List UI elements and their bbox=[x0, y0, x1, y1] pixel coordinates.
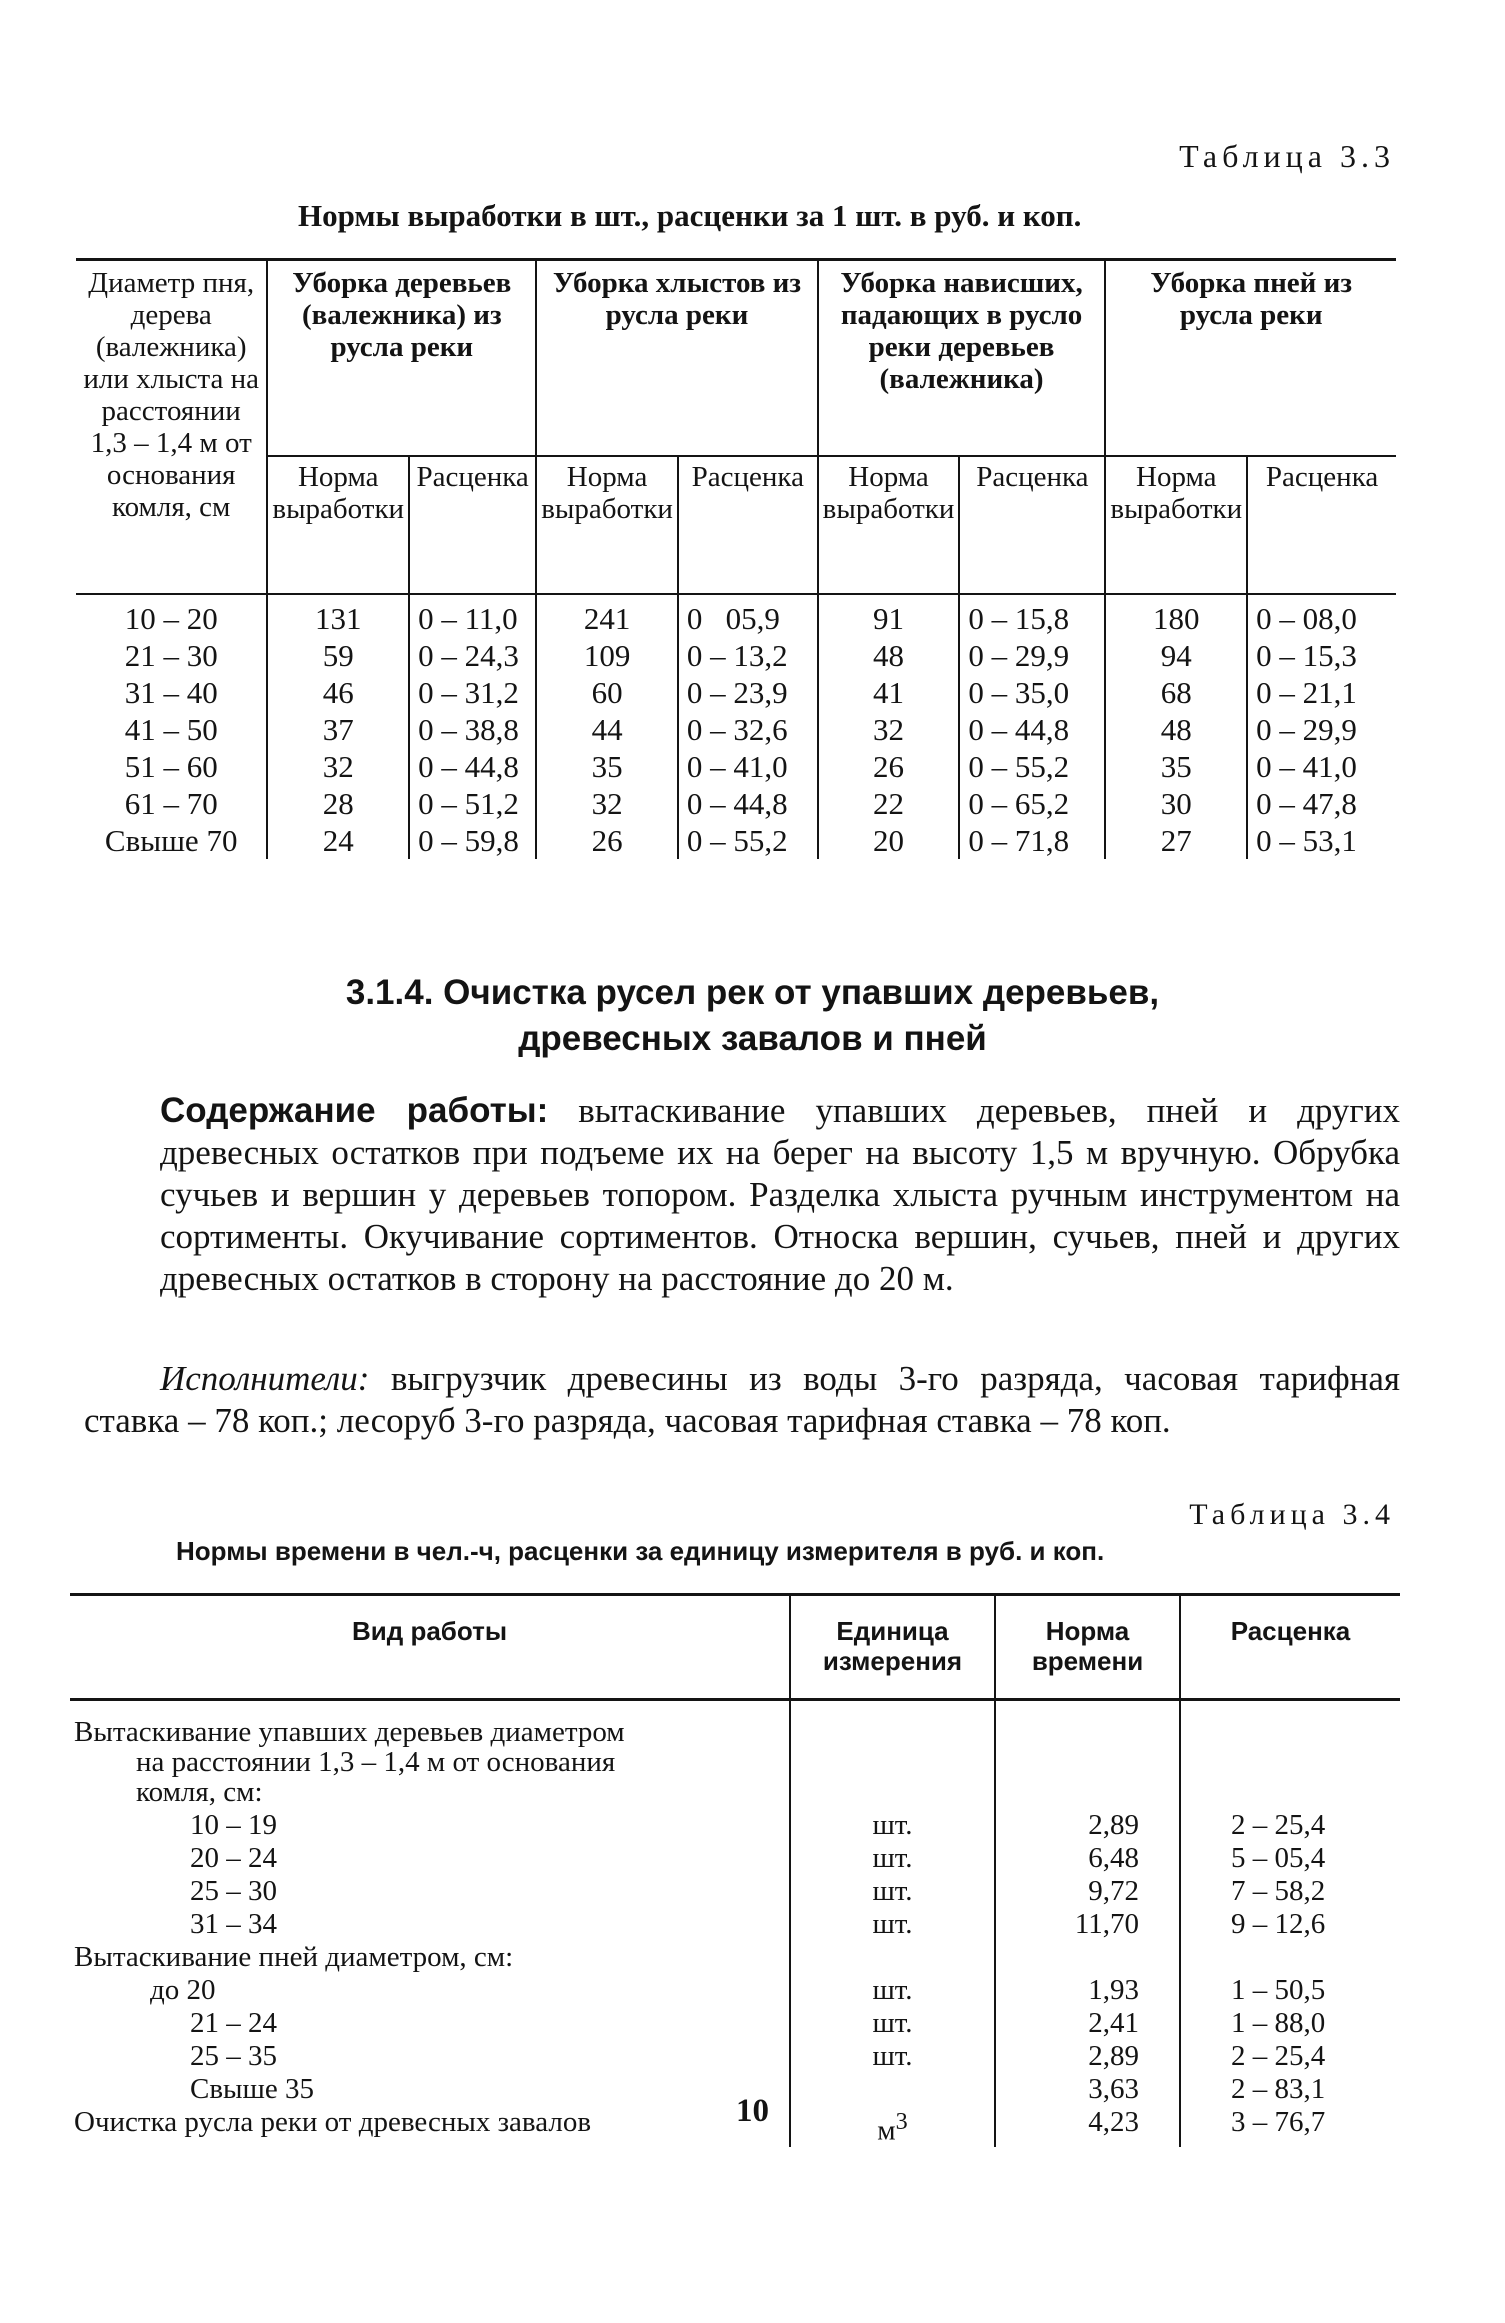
group-label-trees bbox=[70, 1700, 790, 1809]
table-row bbox=[76, 594, 1396, 637]
item-rate: 2 – 25,4 bbox=[1231, 2040, 1326, 2072]
norm-cell: 35 bbox=[1105, 748, 1247, 785]
sub-norm-1: Норма выработки bbox=[267, 456, 409, 594]
rate-cell: 0 05,9 bbox=[678, 594, 818, 637]
norm-cell: 180 bbox=[1105, 594, 1247, 637]
rate-cell: 0 – 47,8 bbox=[1256, 786, 1357, 821]
item-rate: 3 – 76,7 bbox=[1231, 2106, 1326, 2138]
table-3-3-caption: Таблица 3.3 bbox=[1179, 138, 1395, 174]
norm-cell: 48 bbox=[1105, 711, 1247, 748]
header-diameter: Диаметр пня, дерева (валежника) или хлыста на расстоянии 1,3 – 1,4 м от основания комля, см bbox=[76, 260, 267, 595]
group-row bbox=[70, 1700, 1400, 1809]
rate-cell: 0 – 59,8 bbox=[409, 822, 536, 859]
item-unit: шт. bbox=[790, 1808, 995, 1841]
sub-rate-3: Расценка bbox=[959, 456, 1105, 594]
item-rate: 5 – 05,4 bbox=[1231, 1842, 1326, 1874]
group-label-stumps: Вытаскивание пней диаметром, см: bbox=[70, 1940, 790, 1973]
norm-cell: 94 bbox=[1105, 637, 1247, 674]
work-content-text: вытаскивание упавших деревьев, пней и других древесных остатков при подъеме их на берег на высоту 1,5 м вручную. Обрубка сучьев и вершин у деревьев топором. Разделка хлыста ручным инструментом на сортименты. Окучивание сортиментов. Относка вершин, сучьев, пней и других древесных остатков в сторону на расстояние до 20 м. bbox=[160, 1091, 1401, 1298]
item-norm: 11,70 bbox=[995, 1907, 1180, 1940]
section-heading-line-2: древесных завалов и пней bbox=[518, 1019, 987, 1058]
norm-cell: 46 bbox=[267, 674, 409, 711]
table-row bbox=[70, 1841, 1400, 1874]
sub-norm-2: Норма выработки bbox=[536, 456, 678, 594]
table-row bbox=[70, 1874, 1400, 1907]
table-row bbox=[76, 637, 1396, 674]
table-row bbox=[76, 674, 1396, 711]
item-name: 21 – 24 bbox=[70, 2006, 790, 2039]
rate-cell: 0 – 35,0 bbox=[959, 674, 1105, 711]
norm-cell: 109 bbox=[536, 637, 678, 674]
item-norm: 2,89 bbox=[995, 2039, 1180, 2072]
table-row bbox=[70, 2006, 1400, 2039]
diameter-cell: 31 – 40 bbox=[76, 674, 267, 711]
item-norm: 9,72 bbox=[995, 1874, 1180, 1907]
item-norm: 3,63 bbox=[995, 2072, 1180, 2105]
table-row bbox=[70, 1973, 1400, 2006]
rate-cell: 0 – 31,2 bbox=[409, 674, 536, 711]
item-unit: шт. bbox=[790, 2006, 995, 2039]
table-row bbox=[76, 785, 1396, 822]
item-norm: 2,41 bbox=[995, 2006, 1180, 2039]
empty-cell bbox=[995, 1940, 1180, 1973]
norm-cell: 41 bbox=[818, 674, 960, 711]
item-norm: 2,89 bbox=[995, 1808, 1180, 1841]
sub-rate-2: Расценка bbox=[678, 456, 818, 594]
item-norm: 1,93 bbox=[995, 1973, 1180, 2006]
norm-cell: 26 bbox=[536, 822, 678, 859]
item-rate: 2 – 25,4 bbox=[1231, 1809, 1326, 1841]
item-name: 25 – 30 bbox=[70, 1874, 790, 1907]
item-name: Очистка русла реки от древесных завалов bbox=[70, 2105, 790, 2147]
rate-cell: 0 – 15,3 bbox=[1256, 638, 1357, 673]
sub-rate-1: Расценка bbox=[409, 456, 536, 594]
item-name: до 20 bbox=[70, 1973, 790, 2006]
table-3-4-caption: Таблица 3.4 bbox=[1189, 1498, 1395, 1531]
rate-cell: 0 – 38,8 bbox=[409, 711, 536, 748]
table-row bbox=[70, 1907, 1400, 1940]
rate-cell: 0 – 32,6 bbox=[678, 711, 818, 748]
table-row bbox=[76, 711, 1396, 748]
norm-cell: 32 bbox=[536, 785, 678, 822]
rate-cell: 0 – 13,2 bbox=[678, 637, 818, 674]
rate-cell: 0 – 21,1 bbox=[1256, 675, 1357, 710]
rate-cell: 0 – 65,2 bbox=[959, 785, 1105, 822]
norm-cell: 59 bbox=[267, 637, 409, 674]
diameter-cell: 51 – 60 bbox=[76, 748, 267, 785]
header-norm: Норма времени bbox=[995, 1595, 1180, 1700]
rate-cell: 0 – 29,9 bbox=[1256, 712, 1357, 747]
table-3-3 bbox=[76, 258, 1396, 859]
page-number: 10 bbox=[736, 2093, 769, 2129]
sub-norm-3: Норма выработки bbox=[818, 456, 960, 594]
header-rate: Расценка bbox=[1180, 1595, 1400, 1700]
norm-cell: 22 bbox=[818, 785, 960, 822]
norm-cell: 30 bbox=[1105, 785, 1247, 822]
norm-cell: 26 bbox=[818, 748, 960, 785]
table-3-4-title: Нормы времени в чел.-ч, расценки за единицу измерителя в руб. и коп. bbox=[176, 1536, 1105, 1566]
group-label-line: Вытаскивание упавших деревьев диаметром bbox=[74, 1716, 625, 1748]
empty-cell bbox=[995, 1700, 1180, 1809]
item-unit: шт. bbox=[790, 1973, 995, 2006]
header-work: Вид работы bbox=[70, 1595, 790, 1700]
rate-cell: 0 – 44,8 bbox=[409, 748, 536, 785]
diameter-cell: 10 – 20 bbox=[76, 594, 267, 637]
item-unit: шт. bbox=[790, 2039, 995, 2072]
empty-cell bbox=[1180, 1940, 1400, 1973]
item-unit: шт. bbox=[790, 1841, 995, 1874]
rate-cell: 0 – 55,2 bbox=[678, 822, 818, 859]
executors-paragraph bbox=[84, 1358, 1400, 1442]
norm-cell: 37 bbox=[267, 711, 409, 748]
section-heading-line-1: 3.1.4. Очистка русел рек от упавших деревьев, bbox=[345, 973, 1160, 1012]
item-norm: 6,48 bbox=[995, 1841, 1180, 1874]
table-3-3-title: Нормы выработки в шт., расценки за 1 шт. в руб. и коп. bbox=[298, 198, 1082, 233]
diameter-cell: 21 – 30 bbox=[76, 637, 267, 674]
norm-cell: 20 bbox=[818, 822, 960, 859]
work-content-label: Содержание работы: bbox=[160, 1091, 549, 1130]
norm-cell: 27 bbox=[1105, 822, 1247, 859]
executors-label: Исполнители: bbox=[160, 1359, 370, 1398]
norm-cell: 32 bbox=[818, 711, 960, 748]
header-group-hanging: Уборка нависших, падающих в русло реки деревьев (валежника) bbox=[818, 260, 1106, 457]
sub-rate-4: Расценка bbox=[1247, 456, 1396, 594]
unit-text: м bbox=[877, 2114, 896, 2147]
norm-cell: 35 bbox=[536, 748, 678, 785]
item-name: 10 – 19 bbox=[70, 1808, 790, 1841]
unit-superscript: 3 bbox=[895, 2108, 908, 2135]
norm-cell: 32 bbox=[267, 748, 409, 785]
section-heading bbox=[0, 970, 1505, 1062]
rate-cell: 0 – 41,0 bbox=[1256, 749, 1357, 784]
norm-cell: 131 bbox=[267, 594, 409, 637]
norm-cell: 24 bbox=[267, 822, 409, 859]
rate-cell: 0 – 41,0 bbox=[678, 748, 818, 785]
item-rate: 9 – 12,6 bbox=[1231, 1908, 1326, 1940]
rate-cell: 0 – 55,2 bbox=[959, 748, 1105, 785]
rate-cell: 0 – 71,8 bbox=[959, 822, 1105, 859]
norm-cell: 91 bbox=[818, 594, 960, 637]
rate-cell: 0 – 53,1 bbox=[1256, 823, 1357, 858]
item-norm: 4,23 bbox=[995, 2105, 1180, 2147]
item-rate: 7 – 58,2 bbox=[1231, 1875, 1326, 1907]
rate-cell: 0 – 08,0 bbox=[1256, 601, 1357, 636]
group-label-line: на расстоянии 1,3 – 1,4 м от основания bbox=[136, 1746, 616, 1778]
table-row bbox=[76, 748, 1396, 785]
rate-cell: 0 – 29,9 bbox=[959, 637, 1105, 674]
table-3-4 bbox=[70, 1593, 1400, 2147]
item-name: 25 – 35 bbox=[70, 2039, 790, 2072]
rate-cell: 0 – 44,8 bbox=[678, 785, 818, 822]
empty-cell bbox=[790, 1940, 995, 1973]
norm-cell: 48 bbox=[818, 637, 960, 674]
rate-cell: 0 – 44,8 bbox=[959, 711, 1105, 748]
item-rate: 2 – 83,1 bbox=[1231, 2073, 1326, 2105]
item-rate: 1 – 88,0 bbox=[1231, 2007, 1326, 2039]
empty-cell bbox=[1180, 1700, 1400, 1809]
group-label-line: комля, см: bbox=[136, 1776, 263, 1808]
rate-cell: 0 – 15,8 bbox=[959, 594, 1105, 637]
sub-norm-4: Норма выработки bbox=[1105, 456, 1247, 594]
diameter-cell: 41 – 50 bbox=[76, 711, 267, 748]
table-row bbox=[76, 822, 1396, 859]
item-unit: шт. bbox=[790, 1874, 995, 1907]
header-group-trees: Уборка деревьев (валежника) из русла реки bbox=[267, 260, 536, 457]
empty-cell bbox=[790, 1700, 995, 1809]
rate-cell: 0 – 11,0 bbox=[409, 594, 536, 637]
rate-cell: 0 – 23,9 bbox=[678, 674, 818, 711]
diameter-cell: Свыше 70 bbox=[76, 822, 267, 859]
item-rate: 1 – 50,5 bbox=[1231, 1974, 1326, 2006]
header-group-stumps: Уборка пней из русла реки bbox=[1105, 260, 1396, 457]
executors-text: выгрузчик древесины из воды 3-го разряда, часовая тарифная ставка – 78 коп.; лесоруб 3-го разряда, часовая тарифная ставка – 78 коп. bbox=[84, 1359, 1400, 1440]
norm-cell: 241 bbox=[536, 594, 678, 637]
rate-cell: 0 – 51,2 bbox=[409, 785, 536, 822]
item-unit: шт. bbox=[790, 1907, 995, 1940]
item-name: 20 – 24 bbox=[70, 1841, 790, 1874]
rate-cell: 0 – 24,3 bbox=[409, 637, 536, 674]
header-group-logs: Уборка хлыстов из русла реки bbox=[536, 260, 817, 457]
table-row bbox=[70, 1808, 1400, 1841]
norm-cell: 68 bbox=[1105, 674, 1247, 711]
norm-cell: 44 bbox=[536, 711, 678, 748]
table-row bbox=[70, 2039, 1400, 2072]
header-unit: Единица измерения bbox=[790, 1595, 995, 1700]
group-row bbox=[70, 1940, 1400, 1973]
diameter-cell: 61 – 70 bbox=[76, 785, 267, 822]
work-content-paragraph bbox=[160, 1090, 1400, 1300]
norm-cell: 60 bbox=[536, 674, 678, 711]
item-name: Свыше 35 bbox=[70, 2072, 790, 2105]
norm-cell: 28 bbox=[267, 785, 409, 822]
item-name: 31 – 34 bbox=[70, 1907, 790, 1940]
